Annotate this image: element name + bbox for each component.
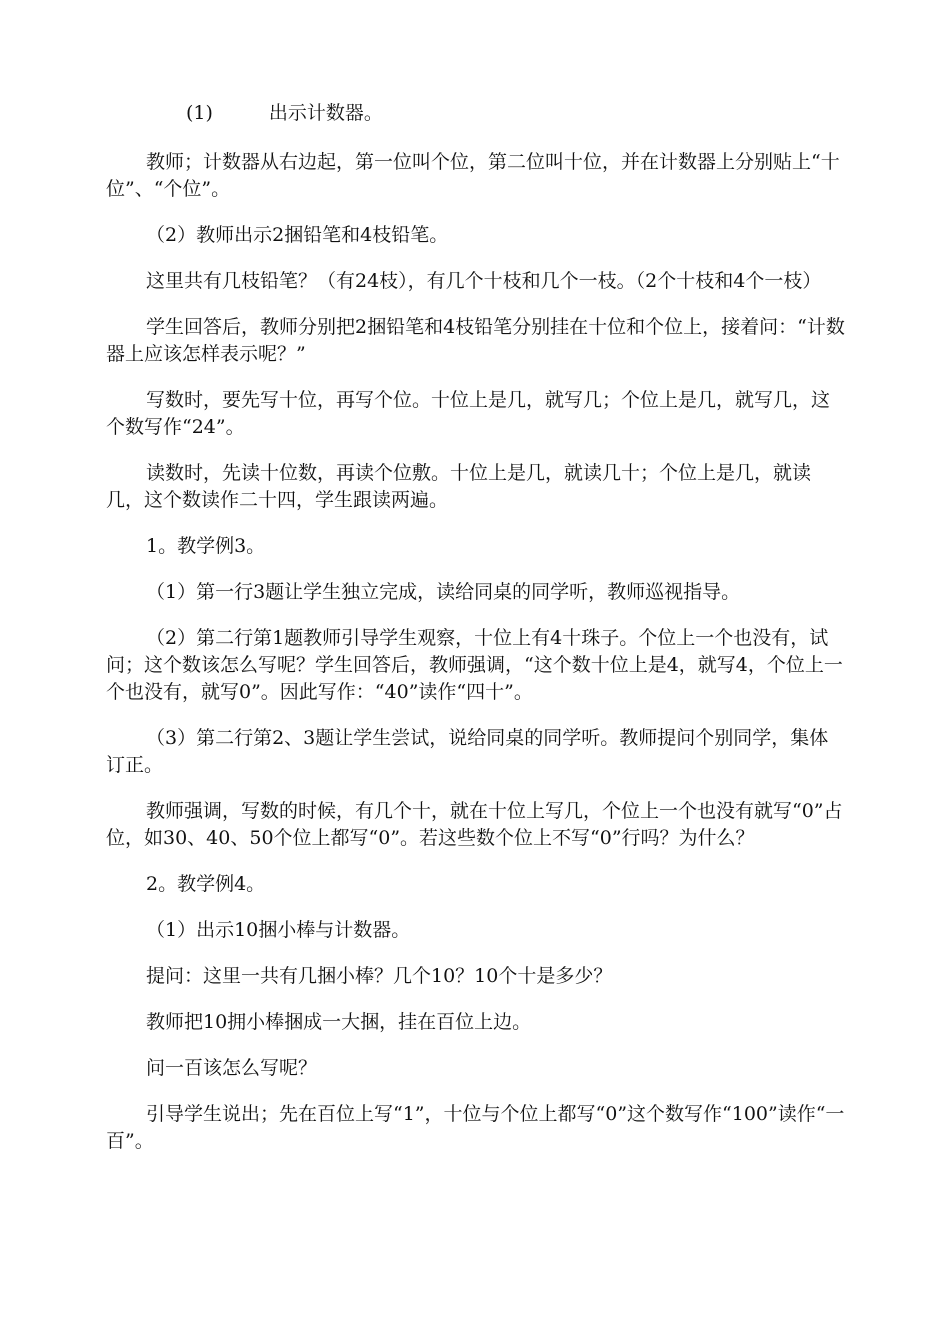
paragraph: 引导学生说出；先在百位上写“1”，十位与个位上都写“0”这个数写作“100”读作“一百”。	[106, 1103, 845, 1152]
section-heading: 2。教学例4。	[146, 873, 266, 895]
paragraph: 教师；计数器从右边起，第一位叫个位，第二位叫十位，并在计数器上分别贴上“十位”、“个位”。	[106, 151, 840, 200]
paragraph: 教师强调，写数的时候，有几个十，就在十位上写几，个位上一个也没有就写“0”占位，如30、40、50个位上都写“0”。若这些数个位上不写“0”行吗？为什么？	[106, 800, 843, 849]
paragraph: （2）教师出示2捆铅笔和4枝铅笔。	[146, 224, 449, 246]
paragraph: 这里共有几枝铅笔？（有24枝），有几个十枝和几个一枝。（2个十枝和4个一枝）	[146, 270, 822, 292]
section-heading: 1。教学例3。	[146, 535, 266, 557]
paragraph: （1）第一行3题让学生独立完成，读给同桌的同学听，教师巡视指导。	[146, 581, 741, 603]
paragraph: 教师把10拥小棒捆成一大捆，挂在百位上边。	[146, 1011, 532, 1033]
paragraph: 学生回答后，教师分别把2捆铅笔和4枝铅笔分别挂在十位和个位上，接着问：“计数器上应该怎样表示呢？”	[106, 316, 845, 365]
paragraph: 写数时，要先写十位，再写个位。十位上是几，就写几；个位上是几，就写几，这个数写作“24”。	[106, 389, 831, 438]
heading-line	[106, 100, 846, 127]
paragraph: 读数时，先读十位数，再读个位敷。十位上是几，就读几十；个位上是几，就读几，这个数读作二十四，学生跟读两遍。	[106, 462, 812, 511]
paragraph: 问一百该怎么写呢？	[146, 1057, 318, 1079]
heading-number: (1)	[186, 102, 213, 124]
paragraph: 提问：这里一共有几捆小棒？几个10？10个十是多少？	[146, 965, 613, 987]
paragraph: （2）第二行第1题教师引导学生观察，十位上有4十珠子。个位上一个也没有，试问；这个数该怎么写呢？学生回答后，教师强调，“这个数十位上是4，就写4，个位上一个也没有，就写0”。因此写作：“40”读作“四十”。	[106, 627, 843, 703]
heading-text: 出示计数器。	[268, 102, 383, 124]
document-page	[106, 100, 846, 1174]
paragraph: （3）第二行第2、3题让学生尝试，说给同桌的同学听。教师提问个别同学，集体订正。	[106, 727, 829, 776]
paragraph: （1）出示10捆小棒与计数器。	[146, 919, 411, 941]
